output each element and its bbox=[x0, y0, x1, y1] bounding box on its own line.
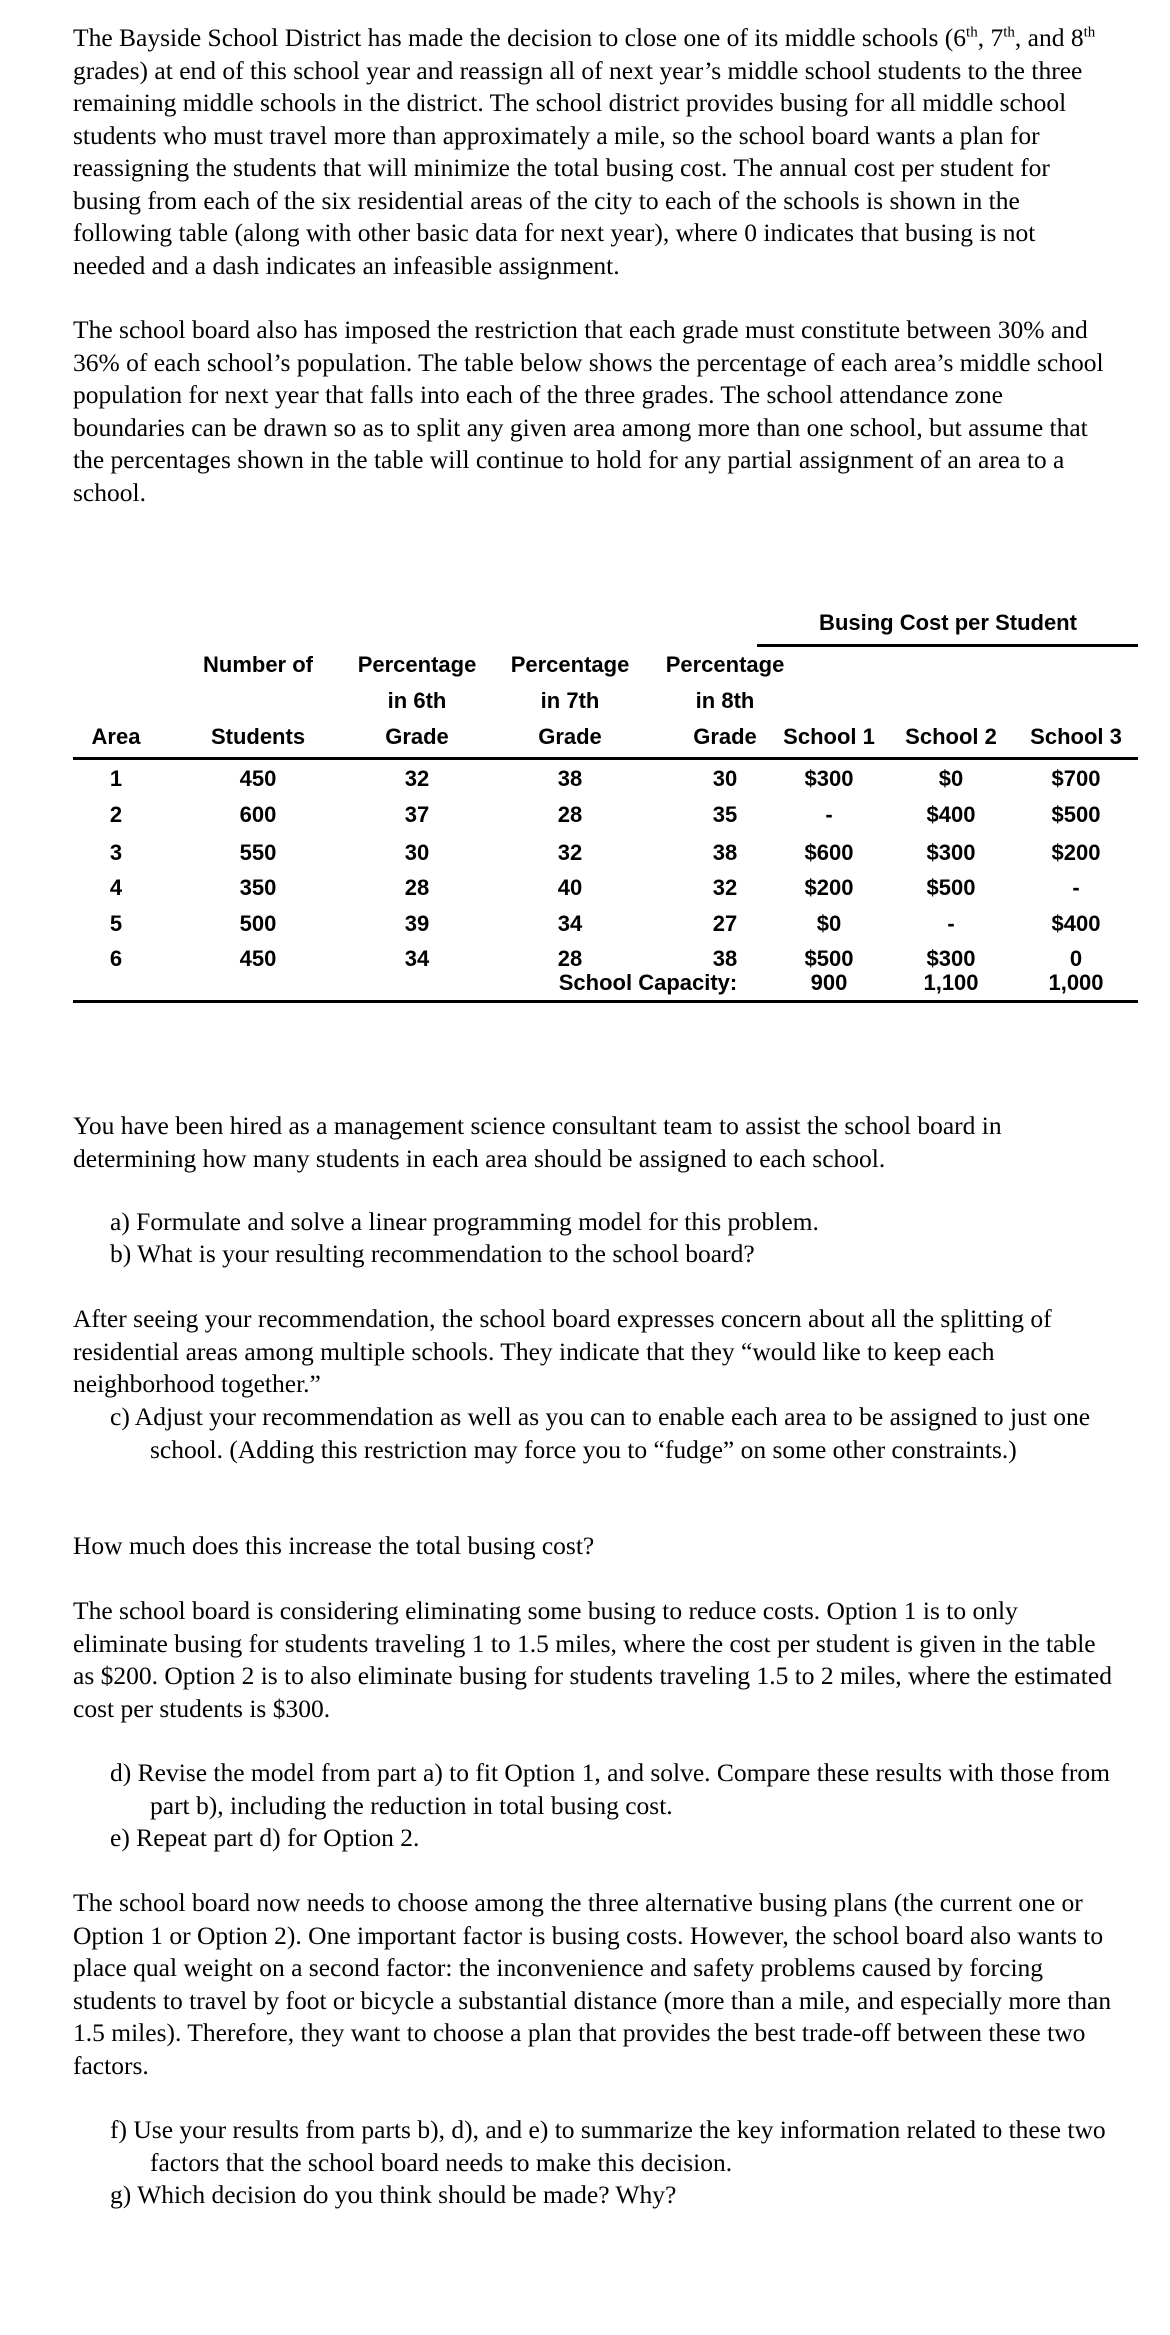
column-header-g7: Grade bbox=[538, 724, 602, 749]
table-cell-area: 1 bbox=[109, 766, 123, 791]
capacity-s2: 1,100 bbox=[923, 970, 979, 995]
question-f: f) Use your results from parts b), d), and e) to summarize the key information related to these two factors that the school board needs to make this decision. bbox=[110, 2115, 1106, 2177]
question-b: b) What is your resulting recommendation to the school board? bbox=[110, 1239, 755, 1268]
table-cell-students: 450 bbox=[239, 946, 277, 971]
table-cell-s3: $700 bbox=[1051, 766, 1101, 791]
intro-text-b: , 7 bbox=[977, 23, 1004, 52]
table-cell-s2: $300 bbox=[926, 946, 976, 971]
table-cell-students: 450 bbox=[239, 766, 277, 791]
table-cell-s1: - bbox=[825, 802, 833, 827]
table-cell-s2: $0 bbox=[938, 766, 964, 791]
table-cell-s3: $200 bbox=[1051, 840, 1101, 865]
table-cell-g6: 28 bbox=[404, 875, 430, 900]
question-d: d) Revise the model from part a) to fit Option 1, and solve. Compare these results with those from part b), including the reduction in total busing cost. bbox=[110, 1758, 1110, 1820]
intro-paragraph-1 bbox=[73, 22, 1113, 282]
table-cell-s3: $400 bbox=[1051, 911, 1101, 936]
table-cell-g8: 35 bbox=[712, 802, 738, 827]
table-cell-s1: $200 bbox=[804, 875, 854, 900]
intro-text-d: grades) at end of this school year and reassign all of next year’s middle school students to the three remaining middle schools in the district. The school district provides busing for all middle school students who must travel more than approximately a mile, so the school board wants a plan for reassigning the students that will minimize the total busing cost. The annual cost per student for busing from each of the six residential areas of the city to each of the schools is shown in the following table (along with other basic data for next year), where 0 indicates that busing is not needed and a dash indicates an infeasible assignment. bbox=[73, 55, 1083, 280]
column-header-g6: Grade bbox=[385, 724, 449, 749]
table-cell-g7: 28 bbox=[557, 946, 583, 971]
column-header-students: Students bbox=[210, 724, 306, 749]
data-table bbox=[73, 600, 1138, 1010]
intro-text-a: The Bayside School District has made the decision to close one of its middle schools (6 bbox=[73, 23, 967, 52]
superscript-th: th bbox=[1083, 24, 1096, 41]
table-cell-g7: 28 bbox=[557, 802, 583, 827]
column-header-g6: Percentage bbox=[357, 652, 477, 677]
column-header-g8: in 8th bbox=[695, 688, 755, 713]
column-header-s3: School 3 bbox=[1030, 724, 1122, 749]
table-cell-area: 2 bbox=[109, 802, 123, 827]
table-cell-g8: 38 bbox=[712, 840, 738, 865]
table-cell-s1: $300 bbox=[804, 766, 854, 791]
table-cell-s3: $500 bbox=[1051, 802, 1101, 827]
table-cell-g7: 34 bbox=[557, 911, 583, 936]
table-cell-g8: 32 bbox=[712, 875, 738, 900]
school-capacity-label: School Capacity: bbox=[558, 970, 738, 995]
table-cell-s3: - bbox=[1072, 875, 1080, 900]
table-cell-s1: $0 bbox=[816, 911, 842, 936]
table-cell-g7: 32 bbox=[557, 840, 583, 865]
table-cell-students: 350 bbox=[239, 875, 277, 900]
concern-paragraph: After seeing your recommendation, the school board expresses concern about all the splitting of residential areas among multiple schools. They indicate that they “would like to keep each neighborhood together.” bbox=[73, 1304, 1052, 1398]
column-header-s2: School 2 bbox=[905, 724, 997, 749]
table-cell-s1: $500 bbox=[804, 946, 854, 971]
table-cell-students: 550 bbox=[239, 840, 277, 865]
table-cell-g8: 30 bbox=[712, 766, 738, 791]
table-cell-area: 5 bbox=[109, 911, 123, 936]
table-cell-g7: 38 bbox=[557, 766, 583, 791]
consultant-paragraph: You have been hired as a management science consultant team to assist the school board in determining how many students in each area should be assigned to each school. bbox=[73, 1111, 1002, 1173]
table-cell-s3: 0 bbox=[1069, 946, 1083, 971]
table-cell-area: 4 bbox=[109, 875, 123, 900]
superscript-th: th bbox=[1003, 24, 1015, 41]
table-cell-s2: $400 bbox=[926, 802, 976, 827]
busing-header-rule bbox=[757, 644, 1138, 647]
question-g: g) Which decision do you think should be made? Why? bbox=[110, 2180, 677, 2209]
table-cell-area: 3 bbox=[109, 840, 123, 865]
table-bottom-rule bbox=[73, 1000, 1138, 1003]
table-cell-g7: 40 bbox=[557, 875, 583, 900]
table-cell-g8: 38 bbox=[712, 946, 738, 971]
question-a: a) Formulate and solve a linear programming model for this problem. bbox=[110, 1207, 819, 1236]
column-header-g8: Grade bbox=[693, 724, 757, 749]
column-header-students: Number of bbox=[203, 652, 313, 677]
table-cell-g6: 30 bbox=[404, 840, 430, 865]
table-cell-g6: 37 bbox=[404, 802, 430, 827]
table-cell-g8: 27 bbox=[712, 911, 738, 936]
question-c: c) Adjust your recommendation as well as you can to enable each area to be assigned to just one school. (Adding this restriction may force you to “fudge” on some other constraints.) bbox=[110, 1402, 1091, 1464]
capacity-s3: 1,000 bbox=[1048, 970, 1104, 995]
table-cell-area: 6 bbox=[109, 946, 123, 971]
table-cell-s1: $600 bbox=[804, 840, 854, 865]
column-header-s1: School 1 bbox=[783, 724, 875, 749]
tradeoff-paragraph: The school board now needs to choose among the three alternative busing plans (the current one or Option 1 or Option 2). One important factor is busing costs. However, the school board also wants to place qual weight on a second factor: the inconvenience and safety problems caused by forcing students to travel by foot or bicycle a substantial distance (more than a mile, and especially more than 1.5 miles). Therefore, they want to choose a plan that provides the best trade-off between these two factors. bbox=[73, 1888, 1112, 2080]
cost-increase-question: How much does this increase the total busing cost? bbox=[73, 1531, 595, 1560]
intro-text-c: , and 8 bbox=[1014, 23, 1084, 52]
table-cell-g6: 39 bbox=[404, 911, 430, 936]
column-header-g6: in 6th bbox=[387, 688, 447, 713]
column-header-g8: Percentage bbox=[665, 652, 785, 677]
header-bottom-rule bbox=[73, 757, 1138, 760]
intro-paragraph-2: The school board also has imposed the restriction that each grade must constitute between 30% and 36% of each school’s population. The table below shows the percentage of each area’s middle school population for next year that falls into each of the three grades. The school attendance zone boundaries can be drawn so as to split any given area among more than one school, but assume that the percentages shown in the table will continue to hold for any partial assignment of an area to a school. bbox=[73, 315, 1104, 507]
question-e: e) Repeat part d) for Option 2. bbox=[110, 1823, 420, 1852]
capacity-s1: 900 bbox=[810, 970, 848, 995]
column-header-g7: in 7th bbox=[540, 688, 600, 713]
table-cell-students: 500 bbox=[239, 911, 277, 936]
table-cell-s2: $300 bbox=[926, 840, 976, 865]
column-header-g7: Percentage bbox=[510, 652, 630, 677]
busing-cost-header: Busing Cost per Student bbox=[819, 610, 1077, 635]
table-cell-g6: 34 bbox=[404, 946, 430, 971]
table-cell-students: 600 bbox=[239, 802, 277, 827]
column-header-area: Area bbox=[91, 724, 141, 749]
superscript-th: th bbox=[966, 24, 978, 41]
table-cell-s2: - bbox=[947, 911, 955, 936]
table-cell-s2: $500 bbox=[926, 875, 976, 900]
options-paragraph: The school board is considering eliminating some busing to reduce costs. Option 1 is to only eliminate busing for students traveling 1 to 1.5 miles, where the cost per student is given in the table as $200. Option 2 is to also eliminate busing for students traveling 1.5 to 2 miles, where the estimated cost per students is $300. bbox=[73, 1596, 1112, 1723]
table-cell-g6: 32 bbox=[404, 766, 430, 791]
